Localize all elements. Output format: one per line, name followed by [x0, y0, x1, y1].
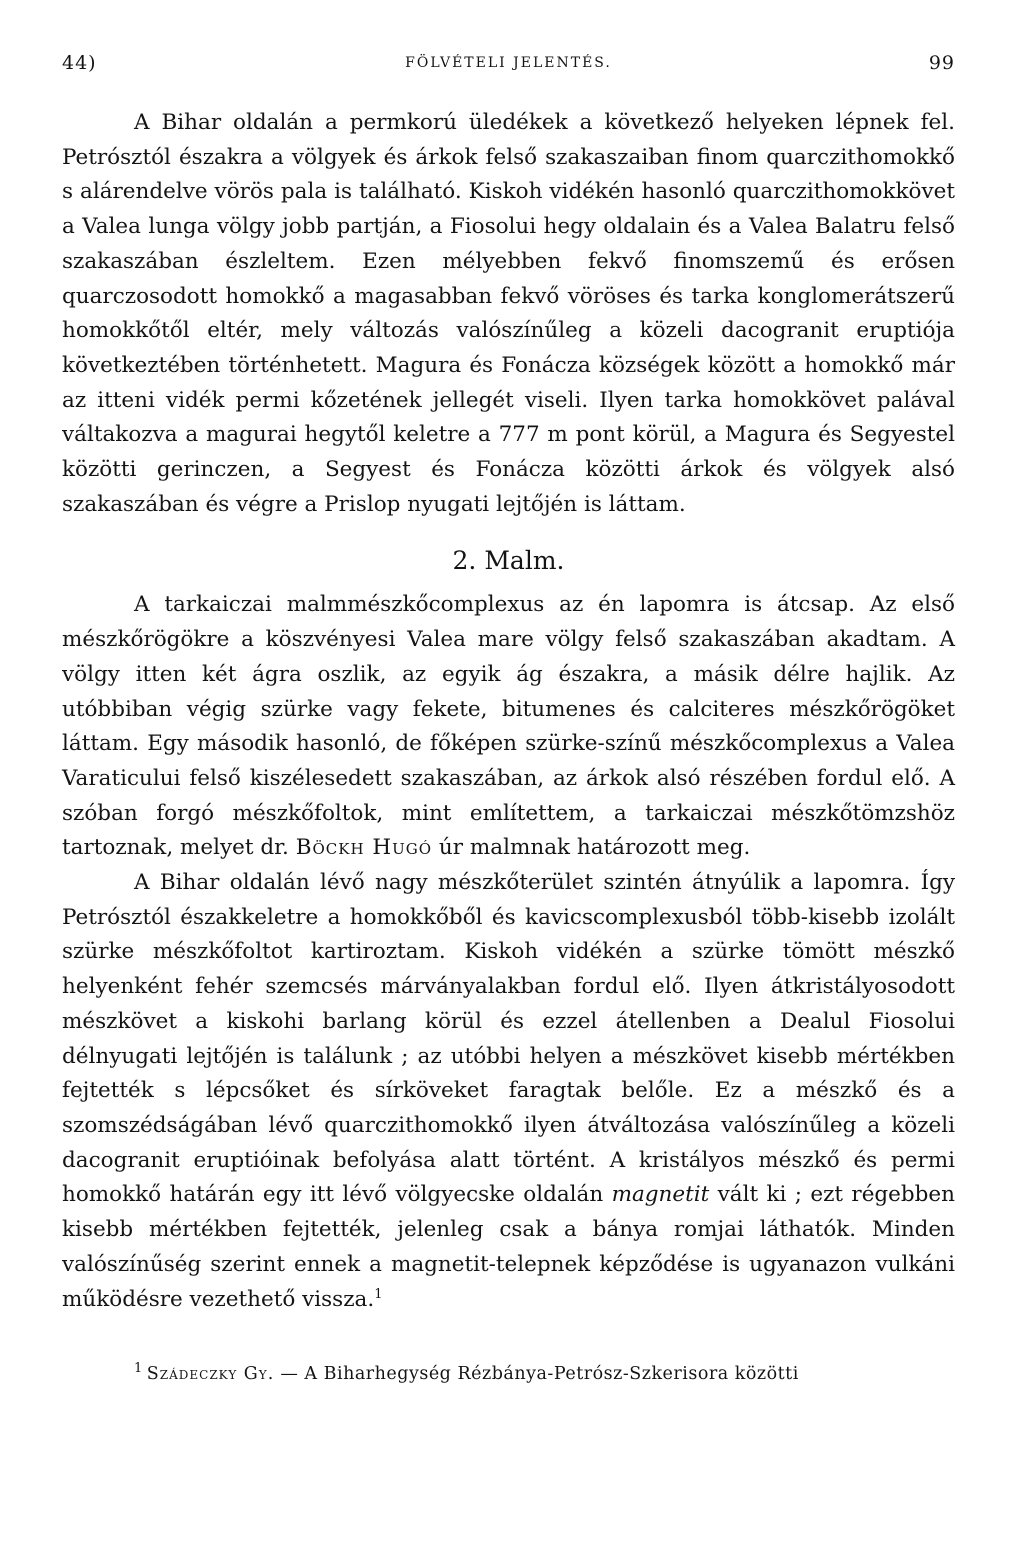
author-name: Böckh Hugó: [295, 835, 433, 861]
paragraph-malm: [62, 588, 955, 866]
body-text: [62, 106, 955, 1317]
running-head: [62, 52, 955, 86]
italic-term-magnetit: magnetit: [611, 1182, 710, 1208]
footnote-author: Szádeczky Gy.: [146, 1364, 275, 1385]
paragraph-limestone-text: A Bihar oldalán lévő nagy mészkőterület szintén átnyúlik a lapomra. Így Petrósztól északkeletre a homokkőből és kavicscomplexusból több-kisebb izolált szürke mészkőfoltot kartiroztam. Kiskoh vidékén a szürke tömött mészkő helyenként fehér szemcsés márványalakban fordul elő. Ilyen átkristályosodott mészkövet a kiskohi barlang körül és ezzel átellenben a Dealul Fiosolui délnyugati lejtőjén is találunk ; az utóbbi helyen a mészkövet kisebb mértékben fejtették s lépcsőket és sírköveket faragtak belőle. Ez a mészkő és a szomszédságában lévő quarczithomokkő ilyen átváltozása valószínűleg a közeli dacogranit eruptióinak befolyása alatt történt. A kristályos mészkő és permi homokkő határán egy itt lévő völgyecske oldalán: [62, 870, 955, 1208]
paragraph-malm-text: A tarkaiczai malmmészkőcomplexus az én lapomra is átcsap. Az első mészkőrögökre a köszvényesi Valea mare völgy felső szakaszában akadtam. A völgy itten két ágra oszlik, az egyik ág északra, a másik délre hajlik. Az utóbbiban végig szürke vagy fekete, bitumenes és calciteres mészkőrögöket láttam. Egy második hasonló, de főképen szürke-színű mészkőcomplexus a Valea Varaticului felső kiszélesedett szakaszában, az árkok alsó részében fordul elő. A szóban forgó mészkőfoltok, mint említettem, a tarkaiczai mészkőtömzshöz tartoznak, melyet dr.: [62, 592, 955, 861]
header-title: FÖLVÉTELI JELENTÉS.: [405, 55, 612, 71]
paragraph-limestone: [62, 866, 955, 1317]
header-section-number: 44): [62, 52, 97, 74]
document-page: [62, 52, 955, 1387]
paragraph-limestone-end: vált ki ; ezt régebben kisebb mértékben fejtették, jelenleg csak a bánya romjai láthatók. Minden valószínűség szerint ennek a magnetit-telepnek képződése is ugyanazon vulkáni működésre vezethető vissza.: [62, 1182, 956, 1312]
footnote-text: — A Biharhegység Rézbánya-Petrósz-Szkerisora közötti: [280, 1364, 799, 1385]
footnote-mark: 1: [134, 1361, 143, 1377]
footnote: [62, 1361, 955, 1387]
section-heading-malm: 2. Malm.: [452, 546, 565, 576]
page-number: 99: [928, 52, 955, 74]
paragraph-malm-end: úr malmnak határozott meg.: [438, 835, 751, 861]
paragraph-permian: A Bihar oldalán a permkorú üledékek a következő helyeken lépnek fel. Petrósztól északra a völgyek és árkok felső szakaszaiban finom quarczithomokkő s alárendelve vörös pala is található. Kiskoh vidékén hasonló quarczithomokkövet a Valea lunga völgy jobb partján, a Fiosolui hegy oldalain és a Valea Balatru felső szakaszában észleltem. Ezen mélyebben fekvő finomszemű és erősen quarczosodott homokkő a magasabban fekvő vöröses és tarka konglomerátszerű homokkőtől eltér, mely változás valószínűleg a közeli dacogranit eruptiója következtében történhetett. Magura és Fonácza községek között a homokkő már az itteni vidék permi kőzetének jellegét viseli. Ilyen tarka homokkövet palával váltakozva a magurai hegytől keletre a 777 m pont körül, a Magura és Segyestel közötti gerinczen, a Segyest és Fonácza közötti árkok és völgyek alsó szakaszában és végre a Prislop nyugati lejtőjén is láttam.: [62, 110, 955, 517]
footnote-reference[interactable]: 1: [374, 1286, 383, 1302]
